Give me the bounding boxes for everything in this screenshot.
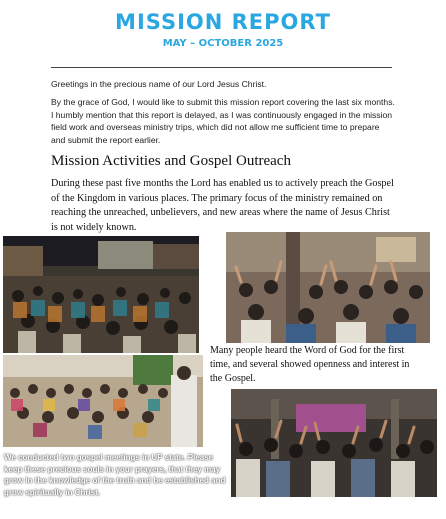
report-period: MAY – OCTOBER 2025 <box>162 38 284 49</box>
section-heading: Mission Activities and Gospel Outreach <box>51 153 291 169</box>
photo-outdoor-gathering <box>3 236 199 353</box>
photo-indoor-worship <box>226 232 430 343</box>
divider <box>51 67 392 68</box>
photo-stage-worship <box>231 389 437 497</box>
greeting-text: Greetings in the precious name of our Lord Jesus Christ. <box>51 79 267 89</box>
report-title: MISSION REPORT <box>115 10 331 34</box>
photo-overlay-caption: We conducted two gospel meetings in UP state. Please keep these precious souls in your prayers, that they may grow in the knowledge of the truth and be established and grow spiritually in Christ. <box>4 453 226 497</box>
photo-caption: Many people heard the Word of God for the first time, and several showed openness and interest in the Gospel. <box>210 345 410 384</box>
section-paragraph: During these past five months the Lord has enabled us to actively preach the Gospel of the Kingdom in various places. The primary focus of the ministry remained on reaching the unreached, unbelievers, and new areas where the name of Jesus Christ is not widely known. <box>51 178 394 233</box>
intro-paragraph: By the grace of God, I would like to submit this mission report covering the last six months. I humbly mention that this report is delayed, as I was continuously engaged in the mission field work and overseas ministry trips, which did not allow me sufficient time to prepare and submit the report earlier. <box>51 97 395 145</box>
photo-seated-crowd <box>3 355 203 447</box>
